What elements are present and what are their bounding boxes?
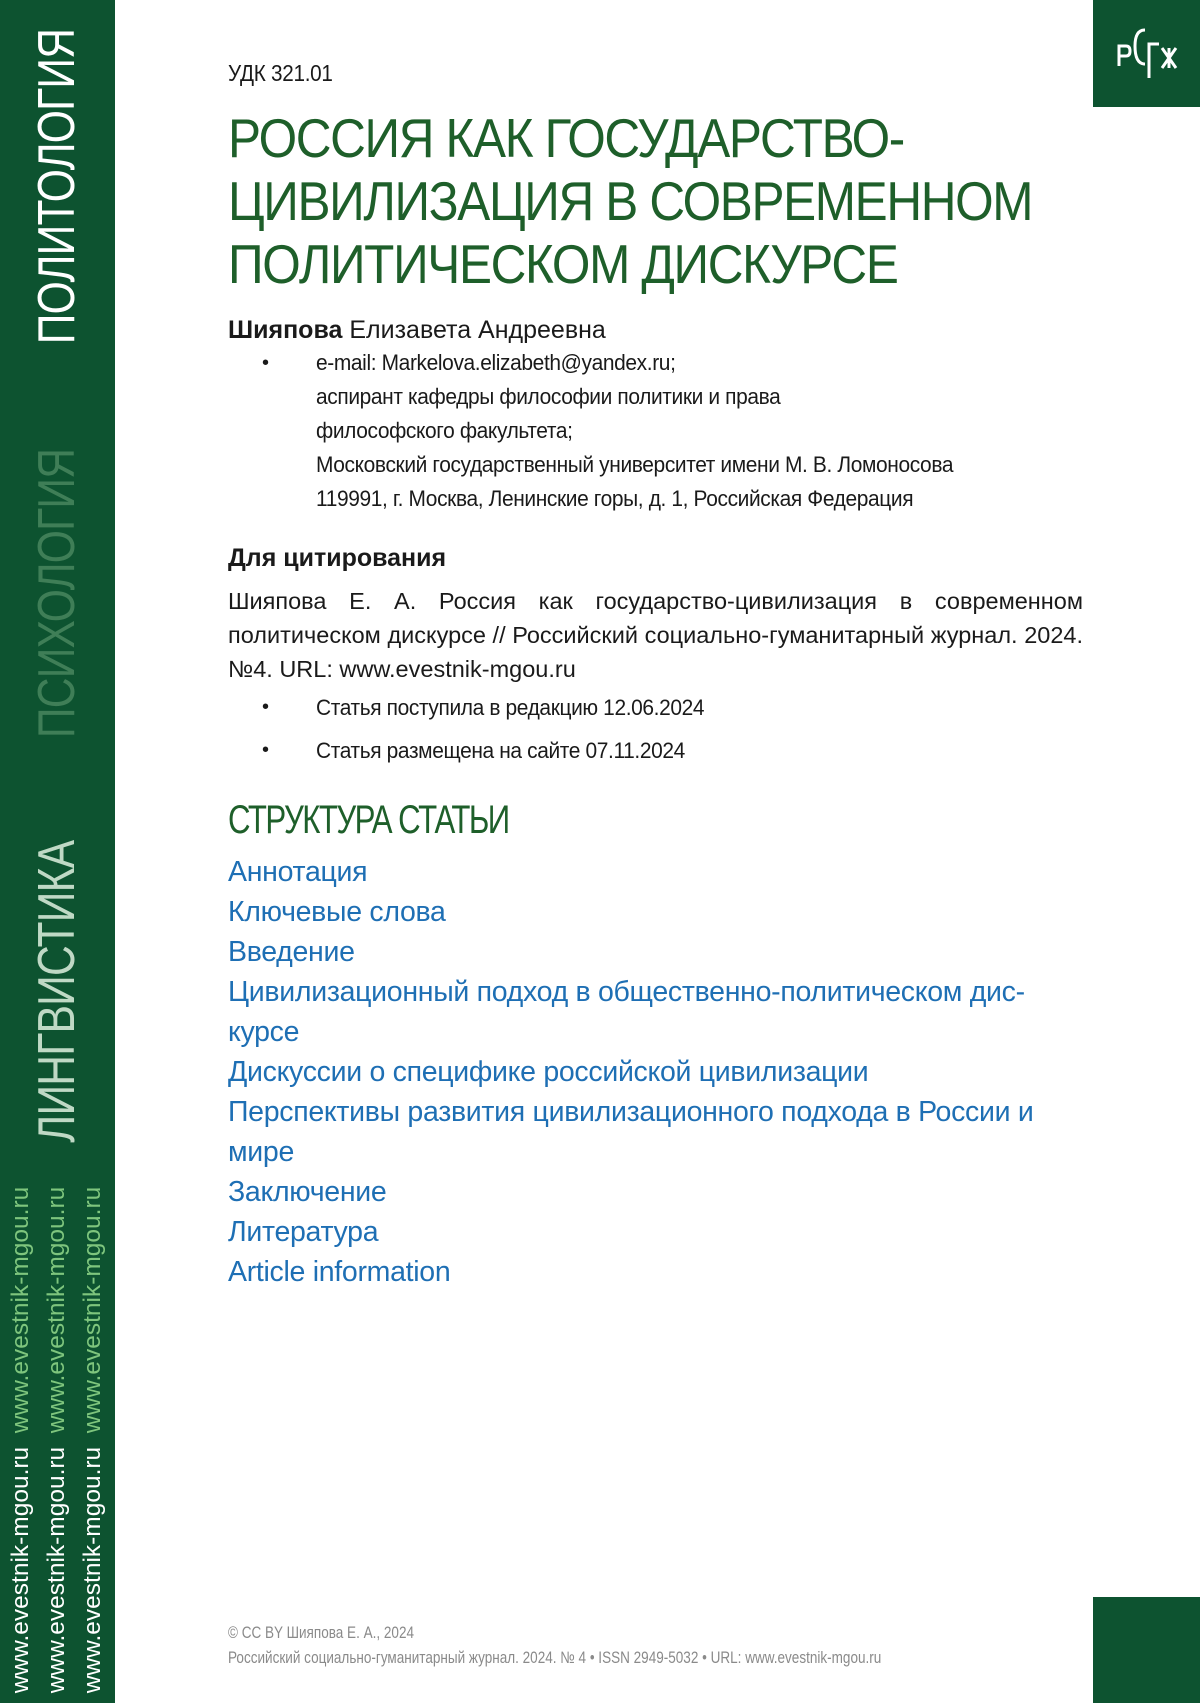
side-urls [3,1187,111,1694]
toc-link-introduction[interactable]: Введение [228,936,355,968]
toc-link-discussions[interactable]: Дискуссии о специфике российской цивилизации [228,1056,869,1088]
journal-logo [1093,0,1200,107]
toc-link-perspectives[interactable]: Перспективы развития цивилизационного подхода в России и [228,1096,1034,1128]
title-line: ЦИВИЛИЗАЦИЯ В СОВРЕМЕННОМ [228,170,1033,232]
article-title [228,107,1088,296]
title-line: РОССИЯ КАК ГОСУДАРСТВО- [228,107,904,169]
license-line: © CC BY Шияпова Е. А., 2024 [228,1624,414,1642]
received-date: • Статья поступила в редакцию 12.06.2024 [228,686,1088,729]
affiliation-line: философского факультета; [316,418,573,443]
url-line [3,1187,39,1694]
published-date: • Статья размещена на сайте 07.11.2024 [228,729,1088,772]
toc-link-perspectives-cont[interactable]: мире [228,1136,295,1168]
toc-link-literature[interactable]: Литература [228,1216,379,1248]
article-header [228,60,1088,1308]
affiliation-line: Московский государственный университет имени М. В. Ломоносова [316,452,954,477]
affiliation-line: 119991, г. Москва, Ленинские горы, д. 1, Российская Федерация [316,486,914,511]
journal-line: Российский социально-гуманитарный журнал. 2024. № 4 • ISSN 2949-5032 • URL: www.evestnik-mgou.ru [228,1649,882,1667]
affiliation-line: аспирант кафедры философии политики и права [316,384,781,409]
url-link[interactable]: www.evestnik-mgou.ru [7,1446,34,1694]
corner-block [1093,1597,1200,1703]
table-of-contents [228,852,1088,1292]
side-band [0,0,115,1703]
citation-heading: Для цитирования [228,544,447,572]
url-line [75,1187,111,1694]
url-link[interactable]: www.evestnik-mgou.ru [79,1446,106,1694]
url-link[interactable]: www.evestnik-mgou.ru [43,1186,70,1434]
section-psychology: ПСИХОЛОГИЯ [28,448,86,738]
article-dates [228,686,1088,772]
page-footer [228,1621,1025,1671]
udk-code: УДК 321.01 [228,60,333,86]
url-line [39,1187,75,1694]
url-link[interactable]: www.evestnik-mgou.ru [79,1186,106,1434]
toc-link-article-information[interactable]: Article information [228,1256,451,1288]
url-link[interactable]: www.evestnik-mgou.ru [43,1446,70,1694]
toc-link-civilizational-approach[interactable]: Цивилизационный подход в общественно-политическом дис- [228,976,1025,1008]
author-given-names: Елизавета Андреевна [342,316,606,344]
structure-heading: СТРУКТУРА СТАТЬИ [228,798,509,842]
toc-link-keywords[interactable]: Ключевые слова [228,896,446,928]
toc-link-conclusion[interactable]: Заключение [228,1176,387,1208]
author-name [228,314,1088,346]
citation-text: Шияпова Е. А. Россия как государство-цивилизация в современном политическом дискурсе // Российский социально-гуманитарный журнал. 2024. №4. URL: www.evestnik-mgou.ru [228,588,1083,682]
author-affiliation [228,346,1088,516]
logo-mark-icon [1115,24,1179,84]
section-politology: ПОЛИТОЛОГИЯ [28,28,86,345]
affiliation-item [228,346,1088,516]
toc-link-annotation[interactable]: Аннотация [228,856,368,888]
section-labels [28,0,86,1176]
toc-link-civilizational-approach-cont[interactable]: курсе [228,1016,300,1048]
url-link[interactable]: www.evestnik-mgou.ru [7,1186,34,1434]
author-email[interactable]: e-mail: Markelova.elizabeth@yandex.ru; [316,350,676,375]
author-surname: Шияпова [228,316,343,344]
title-line: ПОЛИТИЧЕСКОМ ДИСКУРСЕ [228,233,898,295]
section-linguistics: ЛИНГВИСТИКА [28,840,86,1143]
